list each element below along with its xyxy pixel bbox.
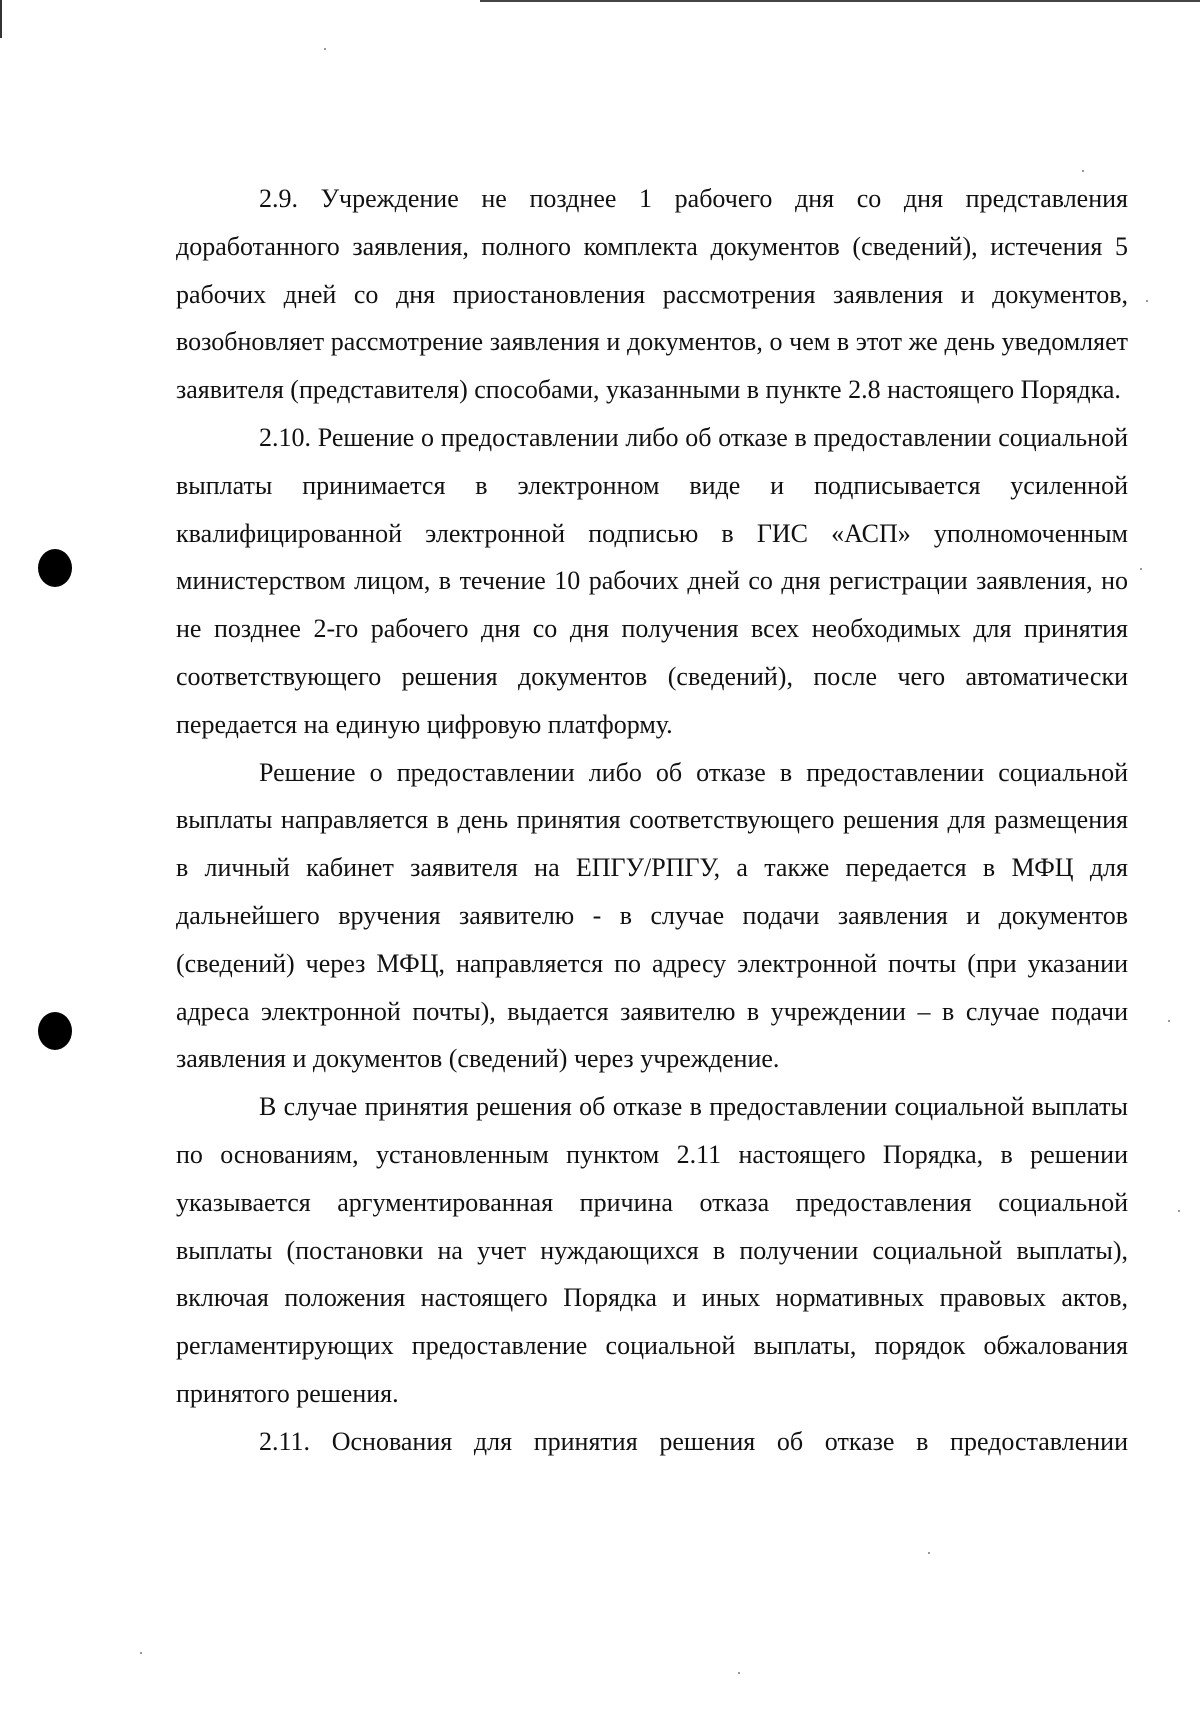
scan-speck bbox=[1140, 568, 1142, 570]
paragraph-refusal-reasons: В случае принятия решения об отказе в предоставлении социальной выплаты по основаниям, установленным пунктом 2.11 настоящего Порядка, в решении указывается аргументированная причина отказа предоставления социальной выплаты (постановки на учет нуждающихся в получении социальной выплаты), включая положения настоящего Порядка и иных нормативных правовых актов, регламентирующих предоставление социальной выплаты, порядок обжалования принятого решения. bbox=[176, 1092, 1128, 1408]
scan-speck bbox=[140, 1652, 142, 1654]
scan-speck bbox=[1168, 1020, 1170, 1022]
scan-speck bbox=[738, 1672, 740, 1674]
paragraph-decision-delivery: Решение о предоставлении либо об отказе в предоставлении социальной выплаты направляется в день принятия соответствующего решения для размещения в личный кабинет заявителя на ЕПГУ/РПГУ, а также передается в МФЦ для дальнейшего вручения заявителю - в случае подачи заявления и документов (сведений) через МФЦ, направляется по адресу электронной почты (при указании адреса электронной почты), выдается заявителю в учреждении – в случае подачи заявления и документов (сведений) через учреждение. bbox=[176, 757, 1128, 1074]
paragraph-2-9: 2.9. Учреждение не позднее 1 рабочего дня со дня представления доработанного заявления, полного комплекта документов (сведений), истечения 5 рабочих дней со дня приостановления рассмотрения заявления и документов, возобновляет рассмотрение заявления и документов, о чем в этот же день уведомляет заявителя (представителя) способами, указанными в пункте 2.8 настоящего Порядка. bbox=[176, 184, 1128, 405]
scan-edge-top bbox=[480, 0, 1200, 2]
scan-speck bbox=[928, 1552, 930, 1554]
scan-speck bbox=[1146, 300, 1148, 302]
punch-hole-lower bbox=[38, 1012, 72, 1050]
punch-hole-upper bbox=[38, 549, 72, 587]
scan-speck bbox=[1178, 1210, 1180, 1212]
document-body bbox=[176, 175, 1128, 1466]
paragraph-2-10: 2.10. Решение о предоставлении либо об отказе в предоставлении социальной выплаты принимается в электронном виде и подписывается усиленной квалифицированной электронной подписью в ГИС «АСП» уполномоченным министерством лицом, в течение 10 рабочих дней со дня регистрации заявления, но не позднее 2-го рабочего дня со дня получения всех необходимых для принятия соответствующего решения документов (сведений), после чего автоматически передается на единую цифровую платформу. bbox=[176, 422, 1128, 739]
scan-edge-left bbox=[0, 0, 2, 38]
scan-speck bbox=[324, 48, 326, 50]
scan-speck bbox=[1082, 170, 1084, 172]
paragraph-2-11: 2.11. Основания для принятия решения об отказе в предоставлении bbox=[259, 1426, 1128, 1456]
